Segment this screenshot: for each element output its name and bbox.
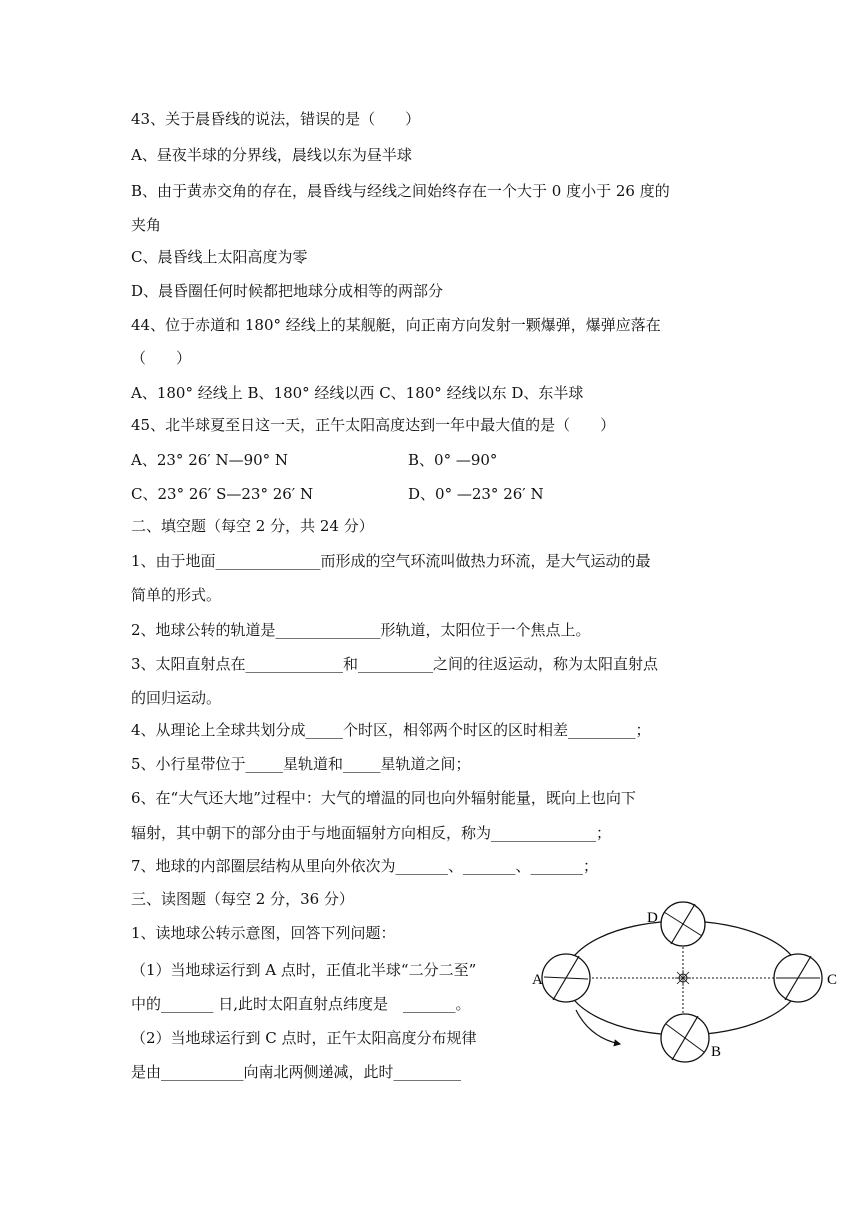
fill-q4: 4、从理论上全球共划分成_____个时区，相邻两个时区的区时相差_________； [131,721,651,739]
q45-option-b: B、0° —90° [408,451,498,469]
q43-option-b-cont: 夹角 [131,216,162,234]
q44-stem-cont: （ ） [131,349,192,367]
label-d: D [647,910,658,926]
read-q1-part1-cont: 中的_______ 日,此时太阳直射点纬度是 _______。 [131,995,471,1013]
orbit-direction-arrow [576,1010,620,1044]
earth-at-b [661,1014,709,1062]
q43-option-d: D、晨昏圈任何时候都把地球分成相等的两部分 [131,282,444,300]
fill-q6: 6、在“大气还大地”过程中：大气的增温的同也向外辐射能量，既向上也向下 [131,789,636,807]
earth-orbit-diagram [528,900,843,1072]
label-b: B [711,1044,722,1060]
q43-option-b: B、由于黄赤交角的存在，晨昏线与经线之间始终存在一个大于 0 度小于 26 度的 [131,182,670,200]
fill-q1-cont: 简单的形式。 [131,586,222,604]
fill-q7: 7、地球的内部圈层结构从里向外依次为_______、_______、_______； [131,857,599,875]
label-c: C [827,972,838,988]
section-fill-heading: 二、填空题（每空 2 分，共 24 分） [131,517,374,535]
q45-option-a: A、23° 26′ N—90° N [131,451,289,469]
fill-q3-cont: 的回归运动。 [131,689,222,707]
label-a: A [532,972,543,988]
read-q1-part2: （2）当地球运行到 C 点时，正午太阳高度分布规律 [131,1029,477,1047]
q43-option-a: A、昼夜半球的分界线，晨线以东为昼半球 [131,146,412,164]
fill-q2: 2、地球公转的轨道是______________形轨道，太阳位于一个焦点上。 [131,621,591,639]
fill-q3: 3、太阳直射点在_____________和__________之间的往返运动，称为太阳直射点 [131,655,659,673]
read-q1-part1: （1）当地球运行到 A 点时，正值北半球“二分二至” [131,961,477,979]
q43-option-c: C、晨昏线上太阳高度为零 [131,248,308,266]
sun-icon [675,970,691,986]
q44-stem: 44、位于赤道和 180° 经线上的某舰艇，向正南方向发射一颗爆弹，爆弹应落在 [131,316,661,334]
earth-at-a [542,954,590,1002]
read-q1-part2-cont: 是由___________向南北两侧递减，此时_________ [131,1063,462,1081]
q43-stem: 43、关于晨昏线的说法，错误的是（ ） [131,110,421,128]
section-read-heading: 三、读图题（每空 2 分，36 分） [131,890,354,908]
earth-at-d [661,902,705,946]
fill-q5: 5、小行星带位于_____星轨道和_____星轨道之间； [131,755,471,773]
fill-q6-cont: 辐射，其中朝下的部分由于与地面辐射方向相反，称为______________； [131,824,612,842]
read-q1: 1、读地球公转示意图，回答下列问题： [131,924,396,942]
fill-q1: 1、由于地面______________而形成的空气环流叫做热力环流，是大气运动的最 [131,552,651,570]
q45-stem: 45、北半球夏至日这一天，正午太阳高度达到一年中最大值的是（ ） [131,416,616,434]
earth-at-c [774,954,822,1002]
q45-option-c: C、23° 26′ S—23° 26′ N [131,485,314,503]
q44-options: A、180° 经线上 B、180° 经线以西 C、180° 经线以东 D、东半球 [131,384,584,402]
q45-option-d: D、0° —23° 26′ N [408,485,544,503]
